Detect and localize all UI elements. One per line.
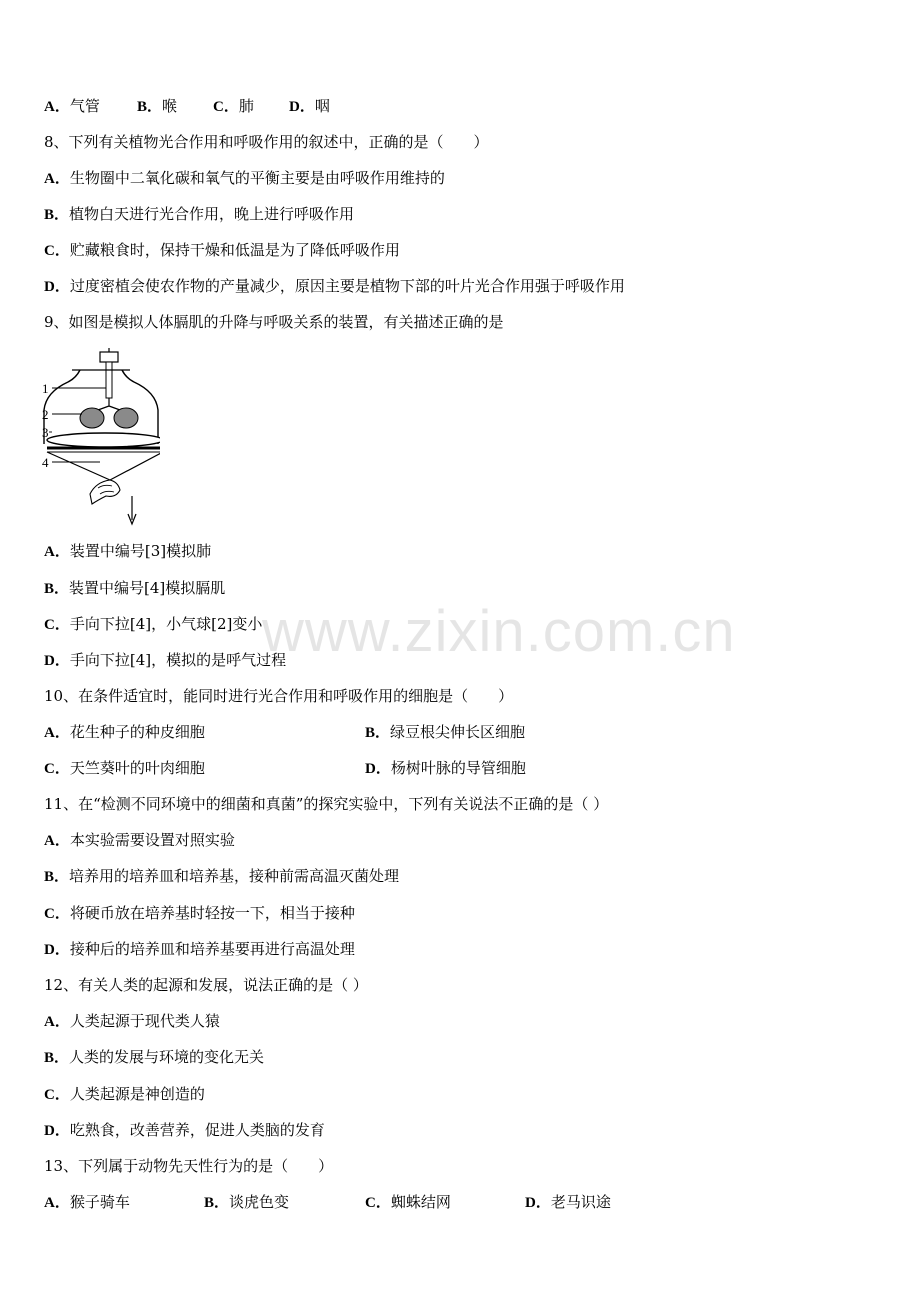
- option-label: C．: [213, 99, 239, 115]
- q10-option-b: [365, 722, 525, 743]
- option-text: 肺: [238, 97, 254, 115]
- option-text: 贮藏粮食时，保持干燥和低温是为了降低呼吸作用: [69, 241, 400, 259]
- q12-option-a: [44, 1011, 220, 1032]
- option-text: 谈虎色变: [229, 1193, 290, 1211]
- q9-option-c: [44, 614, 262, 635]
- option-label: B．: [137, 99, 163, 115]
- option-label: D．: [44, 653, 70, 669]
- option-text: 人类起源是神创造的: [69, 1085, 205, 1103]
- q10-option-a: [44, 722, 205, 743]
- option-text: 花生种子的种皮细胞: [69, 723, 205, 741]
- option-text: 人类的发展与环境的变化无关: [69, 1048, 265, 1066]
- option-text: 生物圈中二氧化碳和氧气的平衡主要是由呼吸作用维持的: [69, 169, 445, 187]
- option-text: 本实验需要设置对照实验: [69, 831, 235, 849]
- option-label: B．: [365, 725, 391, 741]
- option-label: B．: [44, 207, 70, 223]
- option-text: 将硬币放在培养基时轻按一下，相当于接种: [69, 904, 355, 922]
- option-text: 老马识途: [550, 1193, 611, 1211]
- option-text: 装置中编号[4]模拟膈肌: [69, 579, 226, 597]
- option-text: 蜘蛛结网: [390, 1193, 451, 1211]
- option-label: D．: [365, 761, 391, 777]
- q8-option-b: [44, 204, 354, 225]
- q10-option-d: [365, 758, 526, 779]
- q10-stem: 10、在条件适宜时，能同时进行光合作用和呼吸作用的细胞是（ ）: [44, 687, 514, 705]
- figure-label-2: 2: [42, 407, 49, 422]
- option-text: 天竺葵叶的叶肉细胞: [69, 759, 205, 777]
- q13-option-c: [365, 1192, 451, 1213]
- q12-option-c: [44, 1084, 205, 1105]
- option-label: A．: [44, 1014, 70, 1030]
- watermark: www.zixin.com.cn: [262, 599, 736, 664]
- q7-option-d: [289, 96, 330, 117]
- option-text: 气管: [69, 97, 100, 115]
- q12-option-d: [44, 1120, 325, 1141]
- option-text: 装置中编号[3]模拟肺: [69, 542, 212, 560]
- option-label: A．: [44, 833, 70, 849]
- q9-stem: 9、如图是模拟人体膈肌的升降与呼吸关系的装置，有关描述正确的是: [44, 313, 504, 331]
- option-text: 接种后的培养皿和培养基要再进行高温处理: [69, 940, 355, 958]
- q13-option-d: [525, 1192, 611, 1213]
- stopper: [100, 352, 118, 362]
- figure-label-4: 4: [42, 455, 49, 470]
- option-label: C．: [44, 906, 70, 922]
- balloon-left: [80, 408, 104, 428]
- q13-option-a: [44, 1192, 130, 1213]
- q8-option-a: [44, 168, 445, 189]
- q7-option-a: [44, 96, 100, 117]
- option-label: C．: [44, 617, 70, 633]
- q7-option-b: [137, 96, 177, 117]
- q9-option-a: [44, 541, 211, 562]
- option-label: A．: [44, 171, 70, 187]
- q9-option-b: [44, 578, 225, 599]
- figure-label-1: 1: [42, 381, 49, 396]
- option-label: C．: [44, 1087, 70, 1103]
- rubber-membrane: [47, 433, 160, 447]
- option-text: 吃熟食，改善营养，促进人类脑的发育: [69, 1121, 325, 1139]
- option-label: D．: [44, 279, 70, 295]
- q10-option-c: [44, 758, 205, 779]
- option-text: 培养用的培养皿和培养基，接种前需高温灭菌处理: [69, 867, 400, 885]
- option-text: 猴子骑车: [69, 1193, 130, 1211]
- option-label: B．: [44, 1050, 70, 1066]
- q8-option-d: [44, 276, 625, 297]
- option-text: 手向下拉[4]，模拟的是呼气过程: [69, 651, 287, 669]
- option-label: A．: [44, 725, 70, 741]
- option-text: 过度密植会使农作物的产量减少，原因主要是植物下部的叶片光合作用强于呼吸作用: [69, 277, 625, 295]
- option-label: D．: [44, 1123, 70, 1139]
- option-text: 喉: [162, 97, 178, 115]
- q12-option-b: [44, 1047, 264, 1068]
- option-label: D．: [44, 942, 70, 958]
- option-text: 咽: [314, 97, 330, 115]
- q8-stem: 8、下列有关植物光合作用和呼吸作用的叙述中，正确的是（ ）: [44, 133, 489, 151]
- option-label: B．: [44, 581, 70, 597]
- q8-option-c: [44, 240, 400, 261]
- option-text: 植物白天进行光合作用，晚上进行呼吸作用: [69, 205, 355, 223]
- option-label: D．: [289, 99, 315, 115]
- figure-label-3: 3: [42, 425, 49, 440]
- option-label: A．: [44, 544, 70, 560]
- option-label: C．: [44, 243, 70, 259]
- option-label: B．: [44, 869, 70, 885]
- q11-option-b: [44, 866, 399, 887]
- option-label: D．: [525, 1195, 551, 1211]
- option-label: C．: [365, 1195, 391, 1211]
- diaphragm-model-figure: [40, 348, 160, 528]
- option-text: 绿豆根尖伸长区细胞: [390, 723, 526, 741]
- option-label: A．: [44, 1195, 70, 1211]
- q9-option-d: [44, 650, 286, 671]
- balloon-right: [114, 408, 138, 428]
- option-text: 杨树叶脉的导管细胞: [390, 759, 526, 777]
- option-label: B．: [204, 1195, 230, 1211]
- q13-option-b: [204, 1192, 289, 1213]
- q7-option-c: [213, 96, 254, 117]
- q11-stem: 11、在“检测不同环境中的细菌和真菌”的探究实验中，下列有关说法不正确的是（ ）: [44, 795, 609, 813]
- q11-option-a: [44, 830, 235, 851]
- q12-stem: 12、有关人类的起源和发展，说法正确的是（ ）: [44, 976, 368, 994]
- option-text: 手向下拉[4]，小气球[2]变小: [69, 615, 263, 633]
- option-label: C．: [44, 761, 70, 777]
- option-label: A．: [44, 99, 70, 115]
- q11-option-c: [44, 903, 355, 924]
- q11-option-d: [44, 939, 355, 960]
- option-text: 人类起源于现代类人猿: [69, 1012, 220, 1030]
- q13-stem: 13、下列属于动物先天性行为的是（ ）: [44, 1157, 334, 1175]
